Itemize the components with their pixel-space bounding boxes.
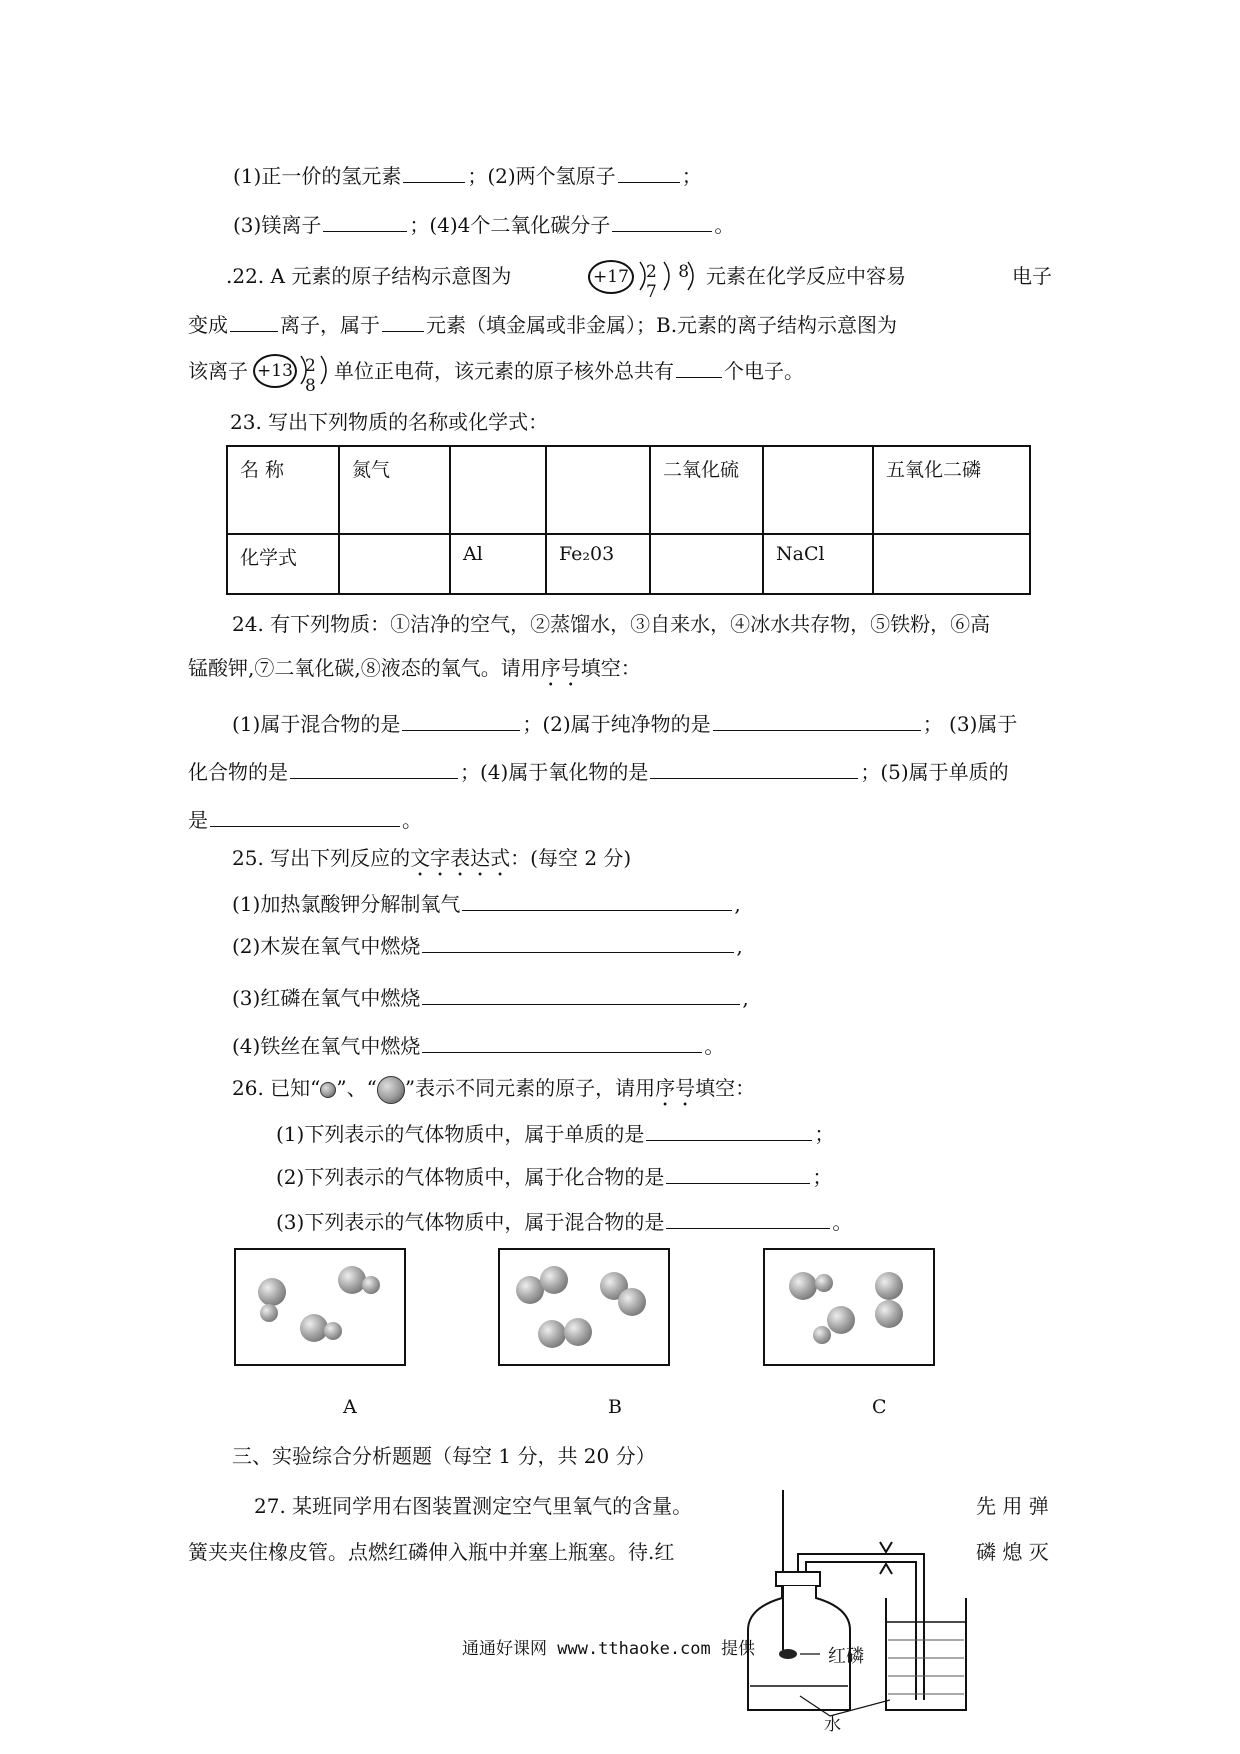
large-atom xyxy=(564,1318,592,1346)
answer-blank[interactable] xyxy=(713,710,921,731)
small-atom xyxy=(362,1276,380,1294)
q27-text: 簧夹夹住橡皮管。点燃红磷伸入瓶中并塞上瓶塞。待.红 xyxy=(188,1540,675,1564)
oxygen-measurement-apparatus xyxy=(740,1490,970,1720)
small-atom-icon xyxy=(320,1082,336,1098)
table-cell: Al xyxy=(450,534,546,594)
nucleus-b: +13 xyxy=(253,354,297,388)
q24-text: 锰酸钾,⑦二氧化碳,⑧液态的氧气。请用 xyxy=(188,656,541,680)
small-atom xyxy=(815,1274,833,1292)
table-cell[interactable] xyxy=(650,534,763,594)
answer-blank[interactable] xyxy=(402,710,520,731)
molecule-box-c xyxy=(763,1248,935,1366)
q22-text: 电子 xyxy=(1012,264,1052,288)
answer-blank[interactable] xyxy=(210,806,400,827)
table-row xyxy=(227,446,1030,534)
substance-table xyxy=(226,445,1031,595)
punct: ； xyxy=(814,1122,835,1146)
q27-line-1 xyxy=(254,1492,692,1520)
q27-text: 27. 某班同学用右图装置测定空气里氧气的含量。 xyxy=(254,1494,693,1518)
q27-text: 先 用 弹 xyxy=(976,1494,1049,1518)
q22-text: 元素在化学反应中容易 xyxy=(706,264,906,288)
large-atom xyxy=(258,1278,286,1306)
q22-text: 元素（填金属或非金属）；B.元素的离子结构示意图为 xyxy=(426,313,898,337)
red-phosphorus-label: 红磷 xyxy=(828,1646,864,1667)
reaction-prompt: (2)木炭在氧气中燃烧 xyxy=(232,934,421,958)
small-atom xyxy=(324,1322,342,1340)
q21-item-4: ；(4)4个二氧化碳分子 xyxy=(409,213,611,237)
q21-line-2 xyxy=(233,211,734,239)
large-atom xyxy=(827,1306,855,1334)
punct: , xyxy=(734,892,741,916)
punct: , xyxy=(742,986,749,1010)
q26-prompt: (1)下列表示的气体物质中，属于单质的是 xyxy=(276,1122,645,1146)
emphasis-text: 文字表达式 xyxy=(410,846,511,870)
table-cell: 二氧化硫 xyxy=(650,446,763,534)
q25-text: ：(每空 2 分) xyxy=(510,846,632,870)
caption-a: A xyxy=(343,1396,357,1418)
q22-line-1c xyxy=(1012,262,1052,290)
q22-line-3b xyxy=(334,357,804,385)
caption-c: C xyxy=(872,1396,887,1418)
q26-text: ”表示不同元素的原子，请用 xyxy=(404,1076,656,1100)
q24-text: ；(5)属于单质的 xyxy=(860,760,1009,784)
q21-item-1: (1)正一价的氢元素 xyxy=(233,164,402,188)
q22-text: 离子，属于 xyxy=(280,313,380,337)
shell-numbers-b: 2 8 xyxy=(305,356,322,396)
q26-prompt: (2)下列表示的气体物质中，属于化合物的是 xyxy=(276,1165,665,1189)
punct: ； xyxy=(681,164,702,188)
q21-line-1 xyxy=(233,162,702,190)
q24-text: 化合物的是 xyxy=(188,760,288,784)
answer-blank[interactable] xyxy=(676,357,722,378)
shell-numbers-a: 2 8 7 xyxy=(646,262,698,302)
answer-blank[interactable] xyxy=(403,162,465,183)
reaction-prompt: (3)红磷在氧气中燃烧 xyxy=(232,986,421,1010)
footer: 通通好课网 www.tthaoke.com 提供 xyxy=(462,1639,755,1659)
table-row xyxy=(227,534,1030,594)
molecule-box-a xyxy=(234,1248,406,1366)
caption-b: B xyxy=(608,1396,622,1418)
q22-text: .22. A 元素的原子结构示意图为 xyxy=(226,264,512,288)
large-atom xyxy=(789,1272,817,1300)
q21-item-2: ；(2)两个氢原子 xyxy=(467,164,616,188)
table-cell: 名 称 xyxy=(227,446,339,534)
table-cell: NaCl xyxy=(763,534,873,594)
small-atom xyxy=(813,1326,831,1344)
table-cell[interactable] xyxy=(763,446,873,534)
large-atom xyxy=(538,1320,566,1348)
q25-text: 25. 写出下列反应的 xyxy=(232,846,411,870)
table-cell[interactable] xyxy=(873,534,1030,594)
q24-text: 填空： xyxy=(580,656,641,680)
q22-line-3 xyxy=(188,357,248,385)
answer-blank[interactable] xyxy=(666,1208,830,1229)
answer-blank[interactable] xyxy=(382,311,424,332)
q25-title xyxy=(232,844,631,881)
atom-structure-diagram-a xyxy=(588,258,718,302)
table-cell: 化学式 xyxy=(227,534,339,594)
q24-text: 是 xyxy=(188,808,208,832)
q23-title: 23. 写出下列物质的名称或化学式： xyxy=(230,410,549,434)
small-atom xyxy=(260,1304,278,1322)
q27-line-2 xyxy=(188,1538,674,1566)
answer-blank[interactable] xyxy=(422,984,740,1005)
emphasis-text: 序号 xyxy=(655,1076,696,1100)
table-cell: 五氧化二磷 xyxy=(873,446,1030,534)
q26-item-3 xyxy=(276,1208,852,1236)
ion-structure-diagram-b xyxy=(253,352,343,396)
table-cell[interactable] xyxy=(546,446,650,534)
emphasis-text: 序号 xyxy=(540,656,581,680)
large-atom xyxy=(338,1266,366,1294)
table-cell: Fe₂03 xyxy=(546,534,650,594)
answer-blank[interactable] xyxy=(462,890,732,911)
answer-blank[interactable] xyxy=(422,932,734,953)
q26-text: 26. 已知“ xyxy=(232,1076,321,1100)
q26-item-1 xyxy=(276,1120,834,1148)
answer-blank[interactable] xyxy=(646,1120,812,1141)
answer-blank[interactable] xyxy=(618,162,680,183)
table-cell[interactable] xyxy=(450,446,546,534)
punct: 。 xyxy=(704,1034,725,1058)
answer-blank[interactable] xyxy=(323,211,407,232)
q22-text: 变成 xyxy=(188,313,228,337)
q21-item-3: (3)镁离子 xyxy=(233,213,322,237)
large-atom xyxy=(618,1288,646,1316)
q27-line-2b xyxy=(976,1538,1049,1566)
punct: 。 xyxy=(714,213,735,237)
q24-line-4 xyxy=(188,758,1009,786)
q25-item-3 xyxy=(232,984,749,1012)
large-atom-icon xyxy=(377,1076,405,1104)
q22-line-1b xyxy=(706,262,906,290)
q24-text: 。 xyxy=(402,808,422,832)
q26-prompt: (3)下列表示的气体物质中，属于混合物的是 xyxy=(276,1210,665,1234)
reaction-prompt: (4)铁丝在氧气中燃烧 xyxy=(232,1034,421,1058)
large-atom xyxy=(875,1272,903,1300)
q27-text: 磷 熄 灭 xyxy=(976,1540,1049,1564)
q22-line-1 xyxy=(226,262,511,290)
q22-line-2 xyxy=(188,311,897,339)
q22-text: 单位正电荷，该元素的原子核外总共有 xyxy=(334,359,674,383)
q25-item-1 xyxy=(232,890,741,918)
q25-item-4 xyxy=(232,1032,724,1060)
q26-text: ”、“ xyxy=(336,1076,377,1100)
q24-line-5 xyxy=(188,806,422,834)
q24-text: ； (3)属于 xyxy=(922,712,1018,736)
water-label: 水 xyxy=(824,1715,841,1735)
q26-text: 填空： xyxy=(695,1076,756,1100)
q27-line-1b xyxy=(976,1492,1049,1520)
q24-text: (1)属于混合物的是 xyxy=(232,712,401,736)
punct: ； xyxy=(812,1165,833,1189)
large-atom xyxy=(875,1300,903,1328)
q24-text: ；(2)属于纯净物的是 xyxy=(522,712,711,736)
nucleus-a: +17 xyxy=(588,260,634,294)
answer-blank[interactable] xyxy=(290,758,458,779)
answer-blank[interactable] xyxy=(422,1032,702,1053)
q25-item-2 xyxy=(232,932,743,960)
q24-text: ；(4)属于氧化物的是 xyxy=(460,760,649,784)
q24-line-1: 24. 有下列物质：①洁净的空气，②蒸馏水，③自来水，④冰水共存物，⑤铁粉，⑥高 xyxy=(232,612,991,636)
reaction-prompt: (1)加热氯酸钾分解制氧气 xyxy=(232,892,461,916)
section-3-title: 三、实验综合分析题题（每空 1 分，共 20 分） xyxy=(232,1444,656,1468)
answer-blank[interactable] xyxy=(230,311,278,332)
punct: 。 xyxy=(832,1210,853,1234)
large-atom xyxy=(540,1266,568,1294)
q26-item-2 xyxy=(276,1163,832,1191)
answer-blank[interactable] xyxy=(666,1163,810,1184)
answer-blank[interactable] xyxy=(650,758,858,779)
q24-line-2 xyxy=(188,654,641,691)
table-cell[interactable] xyxy=(339,534,450,594)
q22-text: 个电子。 xyxy=(724,359,804,383)
table-cell: 氮气 xyxy=(339,446,450,534)
answer-blank[interactable] xyxy=(612,211,712,232)
molecule-box-b xyxy=(498,1248,670,1366)
q26-title xyxy=(232,1074,755,1111)
punct: , xyxy=(736,934,743,958)
q22-text: 该离子 xyxy=(188,359,248,383)
q24-line-3 xyxy=(232,710,1017,738)
